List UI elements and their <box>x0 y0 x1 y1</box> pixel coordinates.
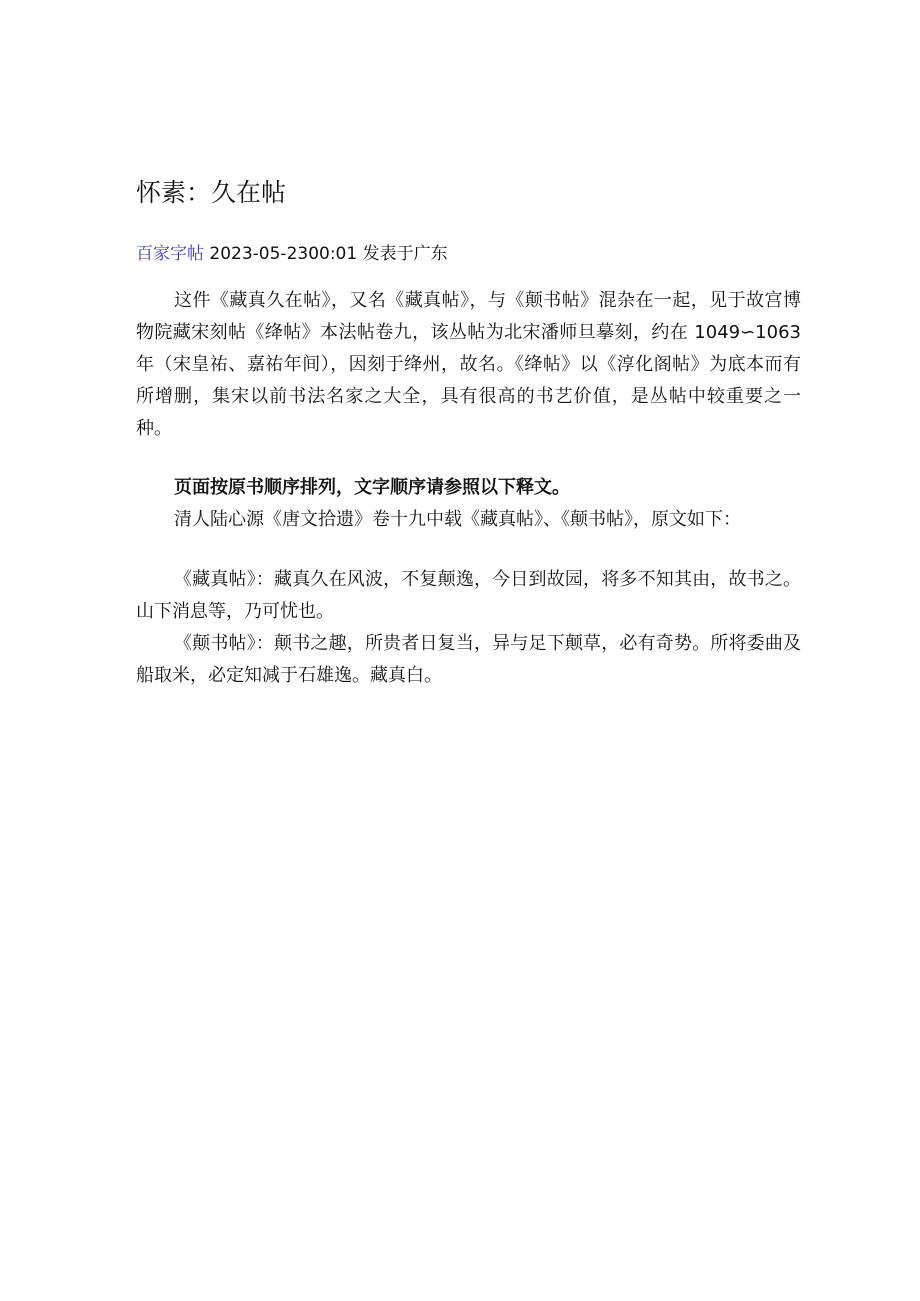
article-title: 怀素：久在帖 <box>136 178 287 207</box>
reading-note: 页面按原书顺序排列，文字顺序请参照以下释文。 <box>174 477 570 498</box>
author-link[interactable]: 百家字帖 <box>136 244 204 264</box>
publish-info: 2023-05-2300:01 发表于广东 <box>204 244 448 264</box>
transcription-cangzhen: 《藏真帖》：藏真久在风波，不复颠逸，今日到故园，将多不知其由，故书之。山下消息等，乃可忧也。 <box>136 569 801 622</box>
source-paragraph: 清人陆心源《唐文拾遗》卷十九中载《藏真帖》、《颠书帖》，原文如下： <box>174 509 741 530</box>
intro-paragraph: 这件《藏真久在帖》，又名《藏真帖》，与《颠书帖》混杂在一起，见于故宫博物院藏宋刻帖《绛帖》本法帖卷九，该丛帖为北宋潘师旦摹刻，约在 1049∽1063 年（宋皇祐、嘉祐年间），因刻于绛州，故名。《绛帖》以《淳化阁帖》为底本而有所增删，集宋以前书法名家之大全，具有很高的书艺价值，是丛帖中较重要之一种。 <box>136 290 801 439</box>
transcription-dianshu: 《颠书帖》：颠书之趣，所贵者日复当，异与足下颠草，必有奇势。所将委曲及船取米，必定知减于石雄逸。藏真白。 <box>136 633 801 686</box>
article-meta <box>136 241 448 267</box>
